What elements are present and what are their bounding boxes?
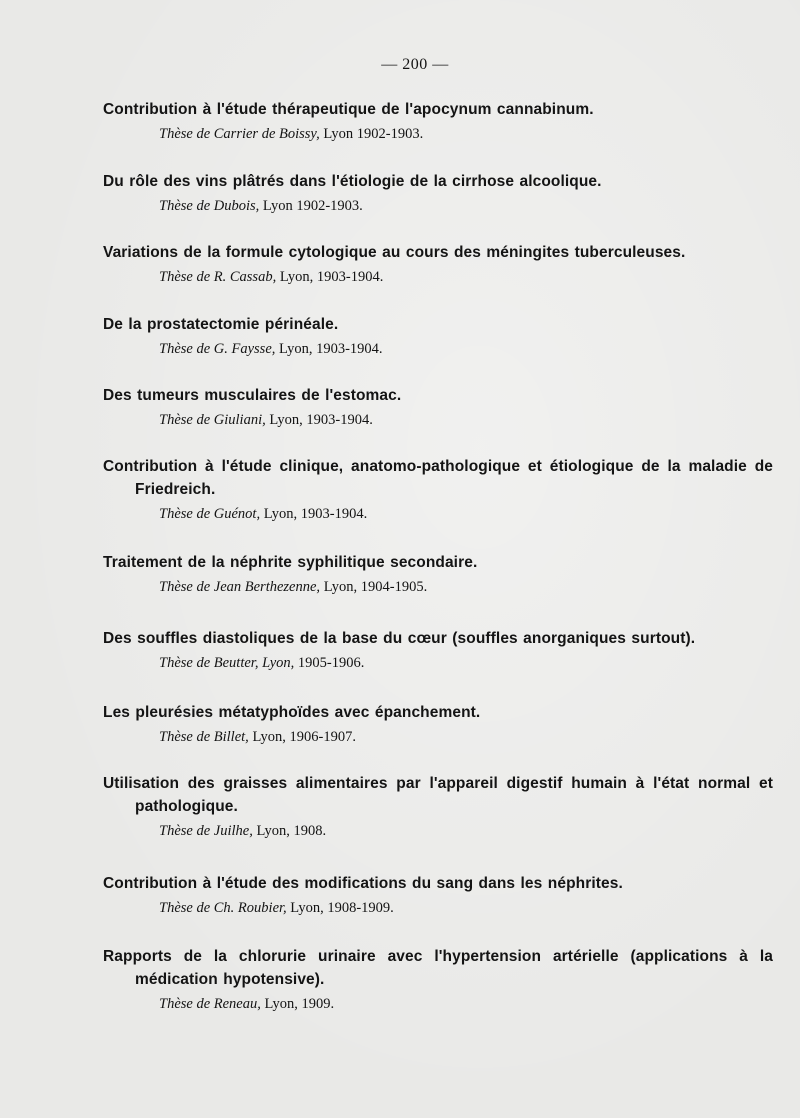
bibliography-entry <box>103 627 773 673</box>
thesis-prefix: Thèse de <box>159 996 211 1012</box>
bibliography-entry <box>103 455 773 524</box>
entry-thesis-line <box>159 898 773 918</box>
entry-title: Du rôle des vins plâtrés dans l'étiologie de la cirrhose alcoolique. <box>103 173 602 190</box>
thesis-details: Lyon, 1903-1904. <box>279 269 384 285</box>
entry-thesis-line <box>159 994 773 1014</box>
thesis-prefix: Thèse de <box>159 506 211 522</box>
bibliography-entry <box>103 701 773 747</box>
thesis-details: Lyon, 1909. <box>264 996 335 1012</box>
bibliography-entry <box>103 551 773 597</box>
entry-title: De la prostatectomie périnéale. <box>103 316 339 333</box>
entry-title: Variations de la formule cytologique au cours des méningites tuberculeuses. <box>103 244 686 261</box>
entry-thesis-line <box>159 653 773 673</box>
thesis-author: Dubois, <box>213 198 260 214</box>
thesis-details: Lyon, 1903-1904. <box>269 412 373 428</box>
thesis-details: Lyon, 1903-1904. <box>279 341 383 357</box>
entry-thesis-line <box>159 196 773 216</box>
entry-thesis-line <box>159 267 773 287</box>
page-number: — 200 — <box>381 56 449 73</box>
thesis-author: Beutter, Lyon, <box>213 655 295 671</box>
thesis-prefix: Thèse de <box>159 269 211 285</box>
thesis-prefix: Thèse de <box>159 126 211 142</box>
thesis-author: Giuliani, <box>213 412 266 428</box>
thesis-details: Lyon, 1908. <box>256 823 327 839</box>
entry-thesis-line <box>159 410 773 430</box>
thesis-prefix: Thèse de <box>159 900 211 916</box>
entry-title: Contribution à l'étude clinique, anatomo-pathologique et étiologique de la maladie de Friedreich. <box>103 458 773 498</box>
thesis-prefix: Thèse de <box>159 341 211 357</box>
bibliography-entry <box>103 170 773 216</box>
thesis-details: 1905-1906. <box>297 655 365 671</box>
thesis-prefix: Thèse de <box>159 823 211 839</box>
thesis-author: Ch. Roubier, <box>213 900 287 916</box>
bibliography-entry <box>103 241 773 287</box>
bibliography-entry <box>103 313 773 359</box>
thesis-author: R. Cassab, <box>213 269 277 285</box>
thesis-details: Lyon 1902-1903. <box>323 126 424 142</box>
bibliography-entry <box>103 872 773 918</box>
entry-title: Rapports de la chlorurie urinaire avec l'hypertension artérielle (applications à la médication hypotensive). <box>103 948 773 988</box>
entry-thesis-line <box>159 821 773 841</box>
thesis-author: Reneau, <box>213 996 261 1012</box>
bibliography-entry <box>103 772 773 841</box>
entry-thesis-line <box>159 339 773 359</box>
thesis-author: Jean Berthezenne, <box>213 579 321 595</box>
thesis-details: Lyon, 1906-1907. <box>252 729 356 745</box>
entry-thesis-line <box>159 577 773 597</box>
entry-title: Les pleurésies métatyphoïdes avec épanchement. <box>103 704 481 721</box>
thesis-author: G. Faysse, <box>213 341 276 357</box>
entry-title: Des tumeurs musculaires de l'estomac. <box>103 387 402 404</box>
thesis-details: Lyon, 1903-1904. <box>263 506 368 522</box>
thesis-author: Billet, <box>213 729 249 745</box>
entry-title: Contribution à l'étude thérapeutique de l'apocynum cannabinum. <box>103 101 594 118</box>
entry-thesis-line <box>159 124 773 144</box>
entry-title: Des souffles diastoliques de la base du cœur (souffles anorganiques surtout). <box>103 630 696 647</box>
bibliography-entry <box>103 98 773 144</box>
bibliography-entry <box>103 945 773 1014</box>
thesis-prefix: Thèse de <box>159 729 211 745</box>
thesis-prefix: Thèse de <box>159 579 211 595</box>
entry-thesis-line <box>159 504 773 524</box>
thesis-details: Lyon 1902-1903. <box>262 198 363 214</box>
thesis-prefix: Thèse de <box>159 655 211 671</box>
bibliography-entry <box>103 384 773 430</box>
entry-title: Contribution à l'étude des modifications du sang dans les néphrites. <box>103 875 623 892</box>
entry-title: Traitement de la néphrite syphilitique secondaire. <box>103 554 478 571</box>
thesis-author: Carrier de Boissy, <box>213 126 320 142</box>
thesis-author: Guénot, <box>213 506 261 522</box>
thesis-prefix: Thèse de <box>159 198 211 214</box>
entry-thesis-line <box>159 727 773 747</box>
thesis-prefix: Thèse de <box>159 412 211 428</box>
thesis-details: Lyon, 1904-1905. <box>323 579 428 595</box>
thesis-author: Juilhe, <box>213 823 253 839</box>
thesis-details: Lyon, 1908-1909. <box>290 900 394 916</box>
entry-title: Utilisation des graisses alimentaires par l'appareil digestif humain à l'état normal et pathologique. <box>103 775 773 815</box>
